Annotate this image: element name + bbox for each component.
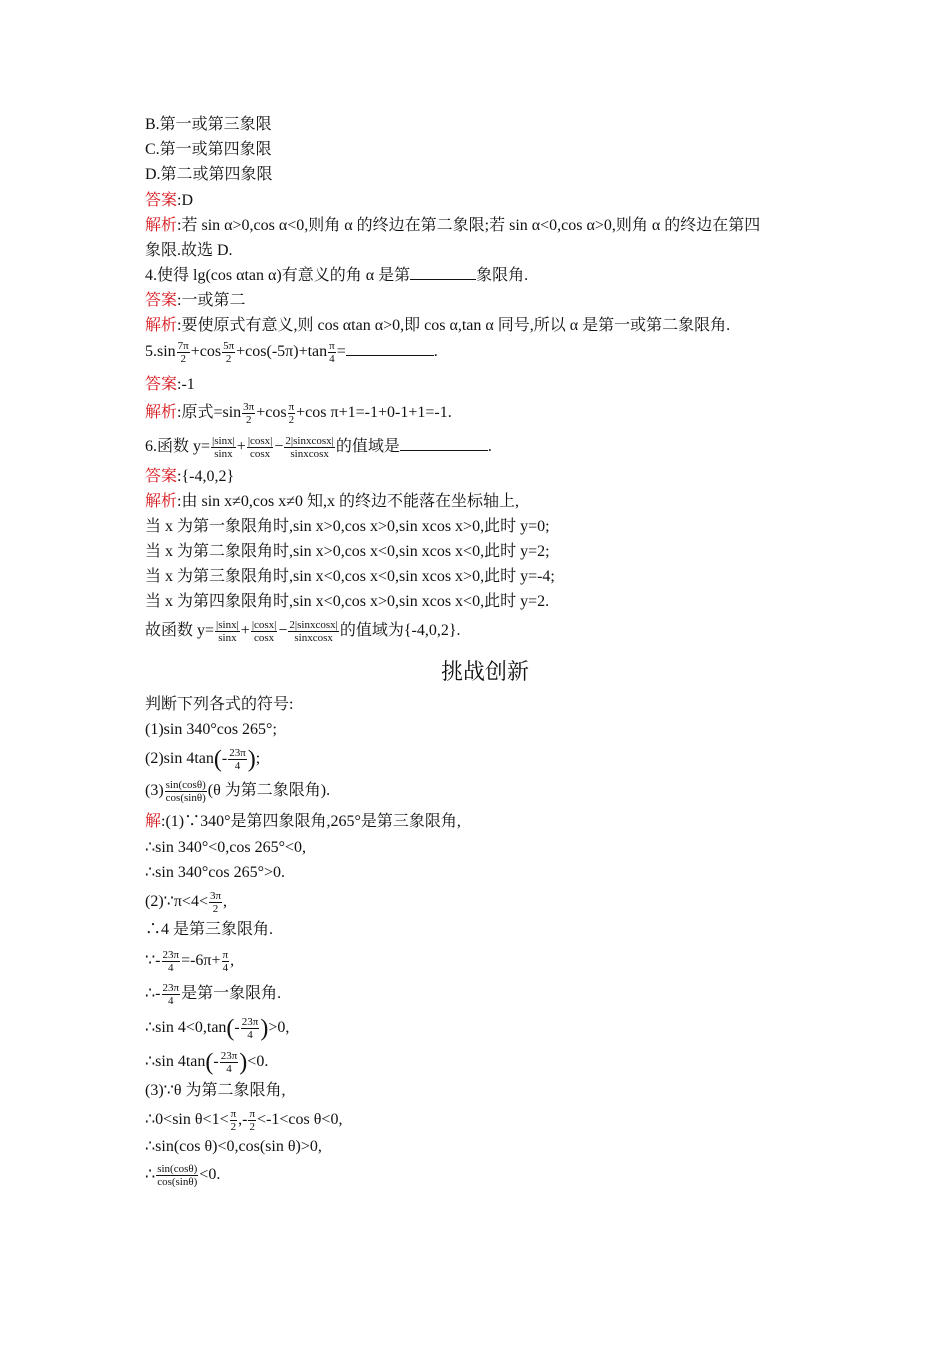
fraction: [242, 401, 255, 426]
solution-line-6: [145, 949, 234, 974]
solution-text: ∵-: [145, 952, 161, 970]
denominator: 2: [245, 414, 252, 426]
analysis-label: 解析: [145, 404, 178, 422]
question-text: 5.sin: [145, 343, 176, 361]
fraction: [248, 1108, 256, 1133]
answer-blank: [410, 265, 476, 280]
answer-label: 答案: [145, 376, 178, 393]
denominator: 4: [168, 995, 174, 1007]
solution-text: ,-: [238, 1111, 248, 1129]
solution-text: :(1)∵340°是第四象限角,265°是第三象限角,: [161, 813, 461, 830]
analysis-line-3b: 象限.故选 D.: [145, 242, 233, 259]
solution-text: 是第一象限角.: [181, 985, 282, 1003]
question-text: 象限角.: [476, 267, 529, 284]
numerator: 23π: [241, 1016, 259, 1028]
analysis-text: :要使原式有意义,则 cos αtan α>0,即 cos α,tan α 同号,所以 α 是第一或第二象限角.: [177, 317, 731, 334]
numerator: |cosx|: [247, 435, 273, 447]
solution-text: ∴-: [145, 985, 161, 1003]
operator: −: [278, 622, 288, 640]
challenge-text: (θ 为第二象限角).: [207, 782, 331, 800]
numerator: sin(cosθ): [165, 779, 206, 791]
question-text: 4.使得 lg(cos αtan α)有意义的角 α 是第: [145, 267, 411, 284]
question-text: +cos: [190, 343, 222, 361]
fraction: [220, 1050, 239, 1075]
solution-line-7: [145, 982, 281, 1007]
fraction: [215, 619, 240, 644]
denominator: 4: [226, 1063, 232, 1075]
numerator: π: [288, 401, 295, 413]
solution-line-10: (3)∵θ 为第二象限角,: [145, 1082, 286, 1099]
analysis-line-3a: [145, 215, 760, 237]
solution-line-5: ∴4 是第三象限角.: [145, 921, 274, 938]
denominator: 2: [225, 353, 232, 365]
denominator: sinxcosx: [294, 632, 333, 644]
solution-line-11: [145, 1108, 342, 1133]
right-paren: ): [247, 746, 256, 773]
solution-line-3: ∴sin 340°cos 265°>0.: [145, 864, 285, 881]
denominator: 4: [247, 1029, 253, 1041]
operator: −: [274, 438, 284, 456]
answer-line-6: [145, 466, 234, 488]
answer-line-4: [145, 290, 245, 312]
left-paren: (: [226, 1015, 235, 1042]
fraction: [284, 435, 334, 460]
denominator: cosx: [250, 448, 271, 460]
operator: +: [240, 622, 250, 640]
analysis-line-6d: 当 x 为第三象限角时,sin x<0,cos x<0,sin xcos x>0,此时 y=-4;: [145, 568, 555, 585]
answer-label: 答案: [145, 192, 178, 209]
numerator: 2|sinxcosx|: [285, 435, 334, 447]
analysis-text: :原式=sin: [177, 404, 242, 422]
numerator: 23π: [162, 949, 180, 961]
analysis-line-4: [145, 315, 730, 337]
analysis-line-6b: 当 x 为第一象限角时,sin x>0,cos x>0,sin xcos x>0,此时 y=0;: [145, 518, 550, 535]
denominator: 4: [168, 962, 174, 974]
solution-line-4: [145, 890, 227, 915]
denominator: 2: [249, 1121, 256, 1133]
numerator: |sinx|: [212, 435, 235, 447]
right-paren: ): [239, 1049, 248, 1076]
option-b: B.第一或第三象限: [145, 116, 272, 133]
challenge-item-3: [145, 779, 330, 804]
fraction: [222, 949, 230, 974]
denominator: 2: [180, 353, 186, 365]
denominator: cos(sinθ): [165, 792, 206, 804]
numerator: 23π: [229, 747, 246, 759]
solution-text: >0,: [268, 1019, 290, 1037]
answer-line-5: [145, 374, 195, 396]
analysis-text: +cos π+1=-1+0-1+1=-1.: [296, 404, 452, 422]
fraction: [156, 1163, 198, 1188]
solution-label: 解: [145, 813, 162, 830]
right-paren: ): [260, 1015, 269, 1042]
solution-line-1: [145, 811, 461, 833]
solution-text: ∴sin 4<0,tan: [145, 1019, 227, 1037]
numerator: |sinx|: [216, 619, 239, 631]
fraction: [247, 435, 274, 460]
numerator: 3π: [243, 401, 255, 413]
solution-line-2: ∴sin 340°<0,cos 265°<0,: [145, 839, 307, 856]
answer-value: :D: [177, 192, 194, 209]
fraction: [209, 890, 222, 915]
solution-line-8: ∴sin 4<0,tan(- $\frac{23\pi}{4}$ )>0,: [145, 1015, 290, 1042]
question-4: [145, 265, 528, 287]
fraction: [288, 619, 338, 644]
section-title: 挑战创新: [440, 660, 529, 685]
analysis-label: 解析: [145, 317, 178, 334]
challenge-intro: 判断下列各式的符号:: [145, 696, 294, 713]
denominator: 4: [234, 760, 241, 772]
analysis-line-6e: 当 x 为第四象限角时,sin x<0,cos x>0,sin xcos x<0,此时 y=2.: [145, 593, 550, 610]
option-d: D.第二或第四象限: [145, 166, 273, 183]
denominator: 4: [329, 353, 335, 365]
operator: +: [236, 438, 246, 456]
answer-label: 答案: [145, 468, 178, 485]
solution-line-13: [145, 1163, 220, 1188]
fraction: [241, 1016, 260, 1041]
left-paren: (: [205, 1049, 214, 1076]
challenge-item-1: (1)sin 340°cos 265°;: [145, 721, 277, 738]
question-5: [145, 340, 438, 365]
analysis-line-6f: [145, 619, 461, 644]
denominator: cos(sinθ): [157, 1176, 198, 1188]
solution-line-12: ∴sin(cos θ)<0,cos(sin θ)>0,: [145, 1138, 322, 1155]
question-text: 6.函数 y=: [145, 438, 211, 456]
solution-text: =-6π+: [181, 952, 221, 970]
challenge-item-2: (2)sin 4tan(- $\frac{23\pi}{4}$ );: [145, 746, 261, 773]
question-text: .: [487, 438, 492, 456]
denominator: sinx: [214, 448, 233, 460]
challenge-text: (2)sin 4tan: [145, 750, 214, 768]
fraction: [211, 435, 236, 460]
numerator: π: [249, 1108, 256, 1120]
fraction: [222, 340, 235, 365]
denominator: 2: [230, 1121, 237, 1133]
solution-text: <0.: [199, 1166, 221, 1184]
fraction: [228, 747, 247, 772]
denominator: sinx: [218, 632, 237, 644]
numerator: π: [329, 340, 335, 352]
solution-text: ∴: [145, 1166, 156, 1184]
question-text: +cos(-5π)+tan: [236, 343, 328, 361]
answer-value: :一或第二: [177, 292, 246, 309]
answer-value: :-1: [177, 376, 195, 393]
solution-text: ,: [223, 893, 228, 911]
numerator: 23π: [162, 982, 180, 994]
numerator: sin(cosθ): [157, 1163, 198, 1175]
challenge-text: (3): [145, 782, 164, 800]
solution-text: <0.: [247, 1053, 269, 1071]
solution-text: <-1<cos θ<0,: [257, 1111, 343, 1129]
fraction: [162, 949, 181, 974]
analysis-line-5: [145, 401, 452, 426]
analysis-text: +cos: [256, 404, 287, 422]
solution-text: ∴0<sin θ<1<: [145, 1111, 229, 1129]
numerator: π: [230, 1108, 237, 1120]
solution-text: (2)∵π<4<: [145, 893, 208, 911]
fraction: [230, 1108, 238, 1133]
question-text: .: [433, 343, 438, 361]
answer-line-3: [145, 190, 193, 212]
question-text: 的值域是: [335, 438, 400, 456]
denominator: sinxcosx: [290, 448, 329, 460]
answer-blank: [400, 436, 488, 451]
option-c: C.第一或第四象限: [145, 141, 272, 158]
analysis-label: 解析: [145, 493, 178, 510]
fraction: [177, 340, 190, 365]
analysis-label: 解析: [145, 217, 178, 234]
numerator: 5π: [223, 340, 235, 352]
solution-text: ∴sin 4tan: [145, 1053, 206, 1071]
challenge-text: ;: [255, 750, 261, 768]
answer-blank: [346, 341, 434, 356]
numerator: |cosx|: [251, 619, 277, 631]
left-paren: (: [213, 746, 222, 773]
numerator: 2|sinxcosx|: [289, 619, 338, 631]
numerator: 3π: [209, 890, 222, 902]
question-6: [145, 435, 492, 460]
question-text: =: [336, 343, 346, 361]
denominator: 2: [288, 414, 295, 426]
fraction: [328, 340, 336, 365]
answer-label: 答案: [145, 292, 178, 309]
analysis-text: 故函数 y=: [145, 622, 215, 640]
analysis-line-6c: 当 x 为第二象限角时,sin x>0,cos x<0,sin xcos x<0,此时 y=2;: [145, 543, 550, 560]
analysis-text: 的值域为{-4,0,2}.: [339, 622, 461, 640]
denominator: 4: [222, 962, 229, 974]
analysis-text: :若 sin α>0,cos α<0,则角 α 的终边在第二象限;若 sin α<0,cos α>0,则角 α 的终边在第四: [177, 217, 761, 234]
analysis-line-6a: [145, 491, 519, 513]
solution-line-9: ∴sin 4tan(- $\frac{23\pi}{4}$ )<0.: [145, 1049, 269, 1076]
denominator: cosx: [254, 632, 275, 644]
answer-value: :{-4,0,2}: [177, 468, 235, 485]
fraction: [251, 619, 278, 644]
analysis-text: :由 sin x≠0,cos x≠0 知,x 的终边不能落在坐标轴上,: [177, 493, 520, 510]
fraction: [162, 982, 181, 1007]
denominator: 2: [212, 903, 219, 915]
numerator: π: [222, 949, 229, 961]
fraction: [288, 401, 296, 426]
solution-text: ,: [230, 952, 235, 970]
fraction: [165, 779, 207, 804]
numerator: 23π: [220, 1050, 238, 1062]
numerator: 7π: [177, 340, 189, 352]
